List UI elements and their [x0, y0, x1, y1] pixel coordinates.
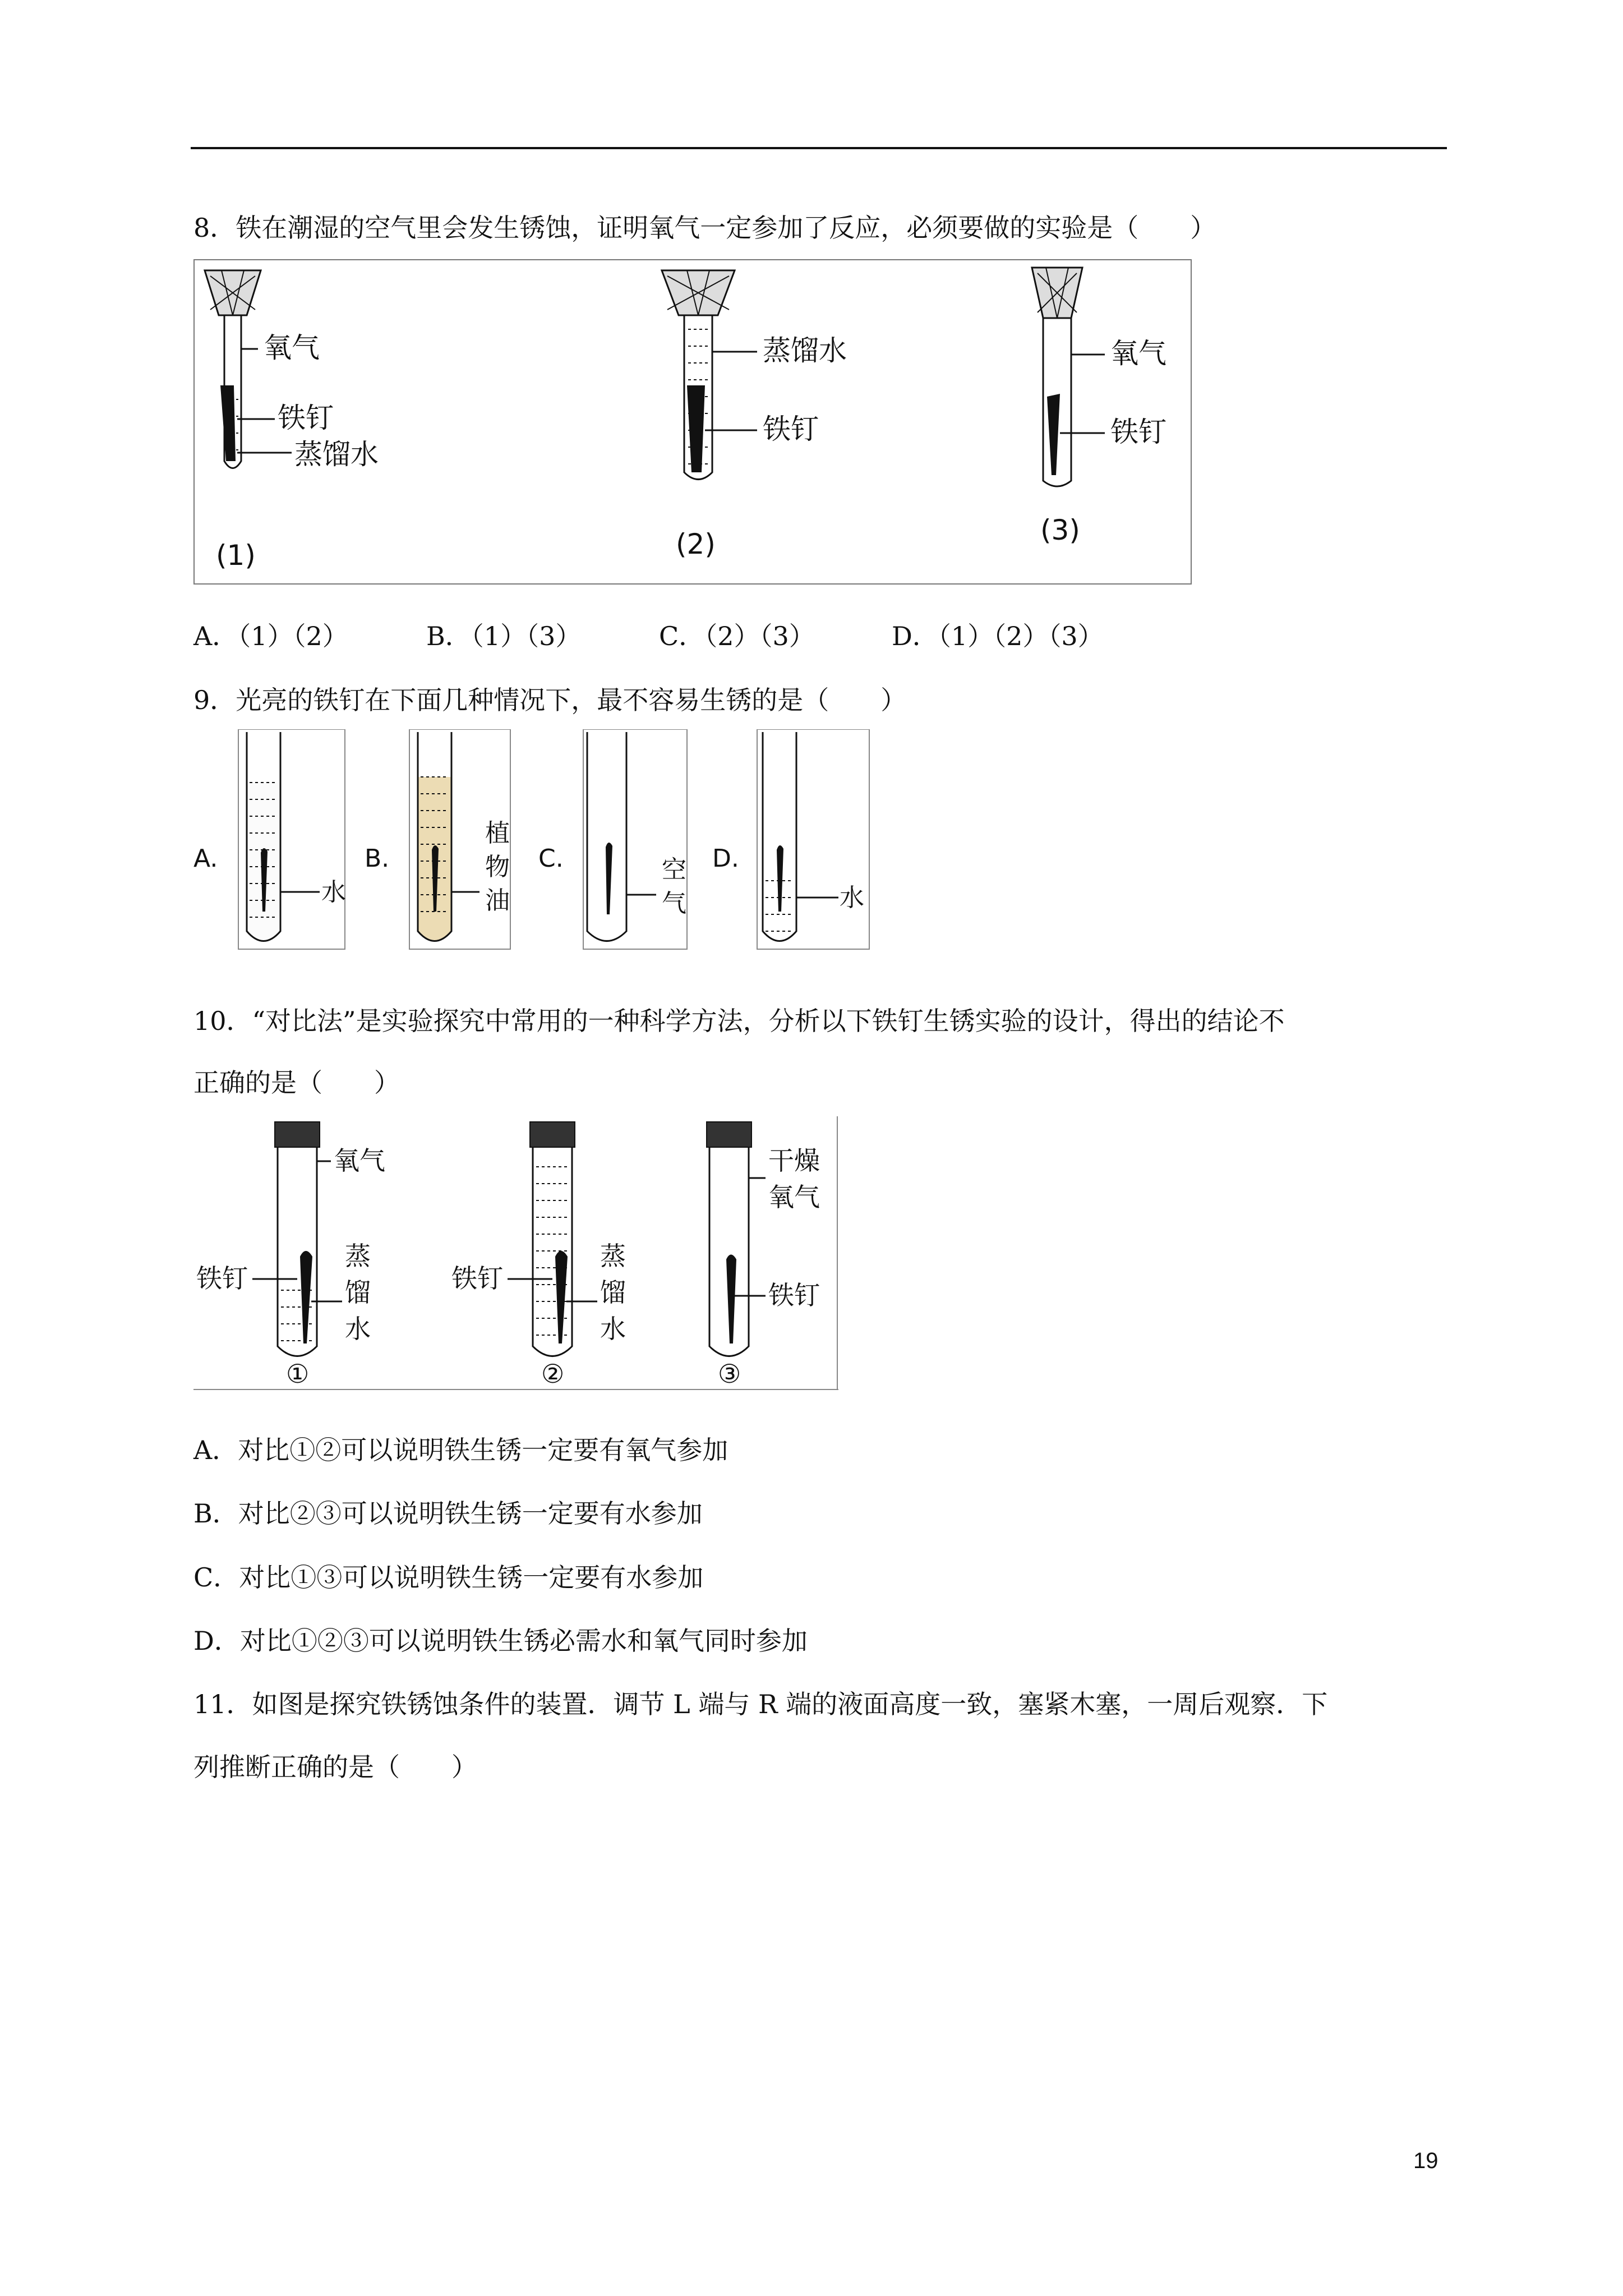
q8-tube-2 [662, 270, 847, 560]
q8-stem: 8．铁在潮湿的空气里会发生锈蚀，证明氧气一定参加了反应，必须要做的实验是（ ） [193, 213, 1216, 243]
q11-stem-line-1: 11．如图是探究铁锈蚀条件的装置．调节 L 端与 R 端的液面高度一致，塞紧木塞，一周后观察．下 [193, 1689, 1328, 1719]
q9-c-letter: C. [538, 844, 564, 873]
q10-t1-nail-label: 铁钉 [196, 1263, 248, 1294]
q8-t2-label: (2) [676, 528, 716, 560]
q8-t2-nail-label: 铁钉 [763, 413, 819, 445]
q10-t2-water-2: 馏 [600, 1277, 626, 1308]
q9-c-label-1: 空 [662, 855, 686, 884]
q10-t2-water-1: 蒸 [600, 1241, 626, 1271]
page-number: 19 [1413, 2148, 1438, 2173]
q10-tube-2 [451, 1122, 626, 1389]
q8-t3-gas-label: 氧气 [1110, 337, 1166, 370]
q10-t1-gas-label: 氧气 [334, 1145, 385, 1176]
q10-t1-water-2: 馏 [345, 1277, 371, 1308]
q10-stem-line-1: 10．“对比法”是实验探究中常用的一种科学方法，分析以下铁钉生锈实验的设计，得出的结论不 [193, 1006, 1285, 1036]
q8-figure [193, 259, 1192, 587]
q10-t3-gas-1: 干燥 [768, 1145, 820, 1176]
q8-option-d: D．（1）（2）（3） [892, 621, 1104, 651]
q9-tube-a [193, 729, 346, 949]
q10-t1-water-3: 水 [345, 1314, 371, 1344]
q9-b-label-3: 油 [485, 886, 510, 915]
q10-t3-num: ③ [718, 1359, 741, 1389]
q9-a-letter: A. [193, 844, 218, 873]
q10-option-c: C．对比①③可以说明铁生锈一定要有水参加 [193, 1562, 704, 1593]
q10-tube-3 [707, 1122, 820, 1389]
header-rule [191, 147, 1447, 149]
q10-figure [193, 1116, 844, 1393]
q8-option-b: B．（1）（3） [426, 621, 582, 651]
q10-t3-nail-label: 铁钉 [768, 1280, 820, 1310]
q8-t1-label: (1) [216, 539, 256, 572]
q10-t1-water-1: 蒸 [345, 1241, 371, 1271]
q9-d-letter: D. [712, 844, 739, 873]
q9-tube-b [365, 729, 510, 949]
q8-t1-nail-label: 铁钉 [278, 402, 334, 434]
q11-stem-line-2: 列推断正确的是（ ） [193, 1752, 477, 1782]
q10-t3-gas-2: 氧气 [768, 1182, 820, 1212]
q10-stem-line-2: 正确的是（ ） [193, 1068, 400, 1098]
q9-figure [193, 729, 883, 956]
q10-t2-nail-label: 铁钉 [451, 1263, 503, 1294]
q8-tube-1 [205, 270, 379, 572]
q8-option-c: C．（2）（3） [659, 621, 815, 651]
q9-d-label: 水 [840, 884, 864, 912]
q9-b-letter: B. [365, 844, 390, 873]
q8-t3-nail-label: 铁钉 [1110, 416, 1166, 448]
q9-b-label-2: 物 [485, 853, 510, 881]
q9-stem: 9．光亮的铁钉在下面几种情况下，最不容易生锈的是（ ） [193, 685, 907, 715]
q10-option-b: B．对比②③可以说明铁生锈一定要有水参加 [193, 1498, 703, 1529]
q8-option-a: A．（1）（2） [193, 621, 348, 651]
q10-option-d: D．对比①②③可以说明铁生锈必需水和氧气同时参加 [193, 1626, 808, 1656]
q9-tube-d [712, 729, 869, 949]
q8-t3-label: (3) [1040, 514, 1080, 546]
q8-t1-gas-label: 氧气 [264, 332, 320, 364]
q10-option-a: A．对比①②可以说明铁生锈一定要有氧气参加 [193, 1435, 728, 1465]
q9-a-label: 水 [321, 878, 346, 907]
q9-tube-c [538, 729, 687, 949]
q8-t1-water-label: 蒸馏水 [294, 438, 379, 471]
q8-tube-3 [1032, 268, 1166, 546]
q10-t2-num: ② [541, 1359, 565, 1389]
q10-t2-water-3: 水 [600, 1314, 626, 1344]
q9-b-label-1: 植 [485, 819, 510, 848]
q10-t1-num: ① [286, 1359, 310, 1389]
q10-tube-1 [196, 1122, 385, 1389]
q8-t2-water-label: 蒸馏水 [763, 334, 847, 367]
q9-c-label-2: 气 [662, 889, 686, 918]
